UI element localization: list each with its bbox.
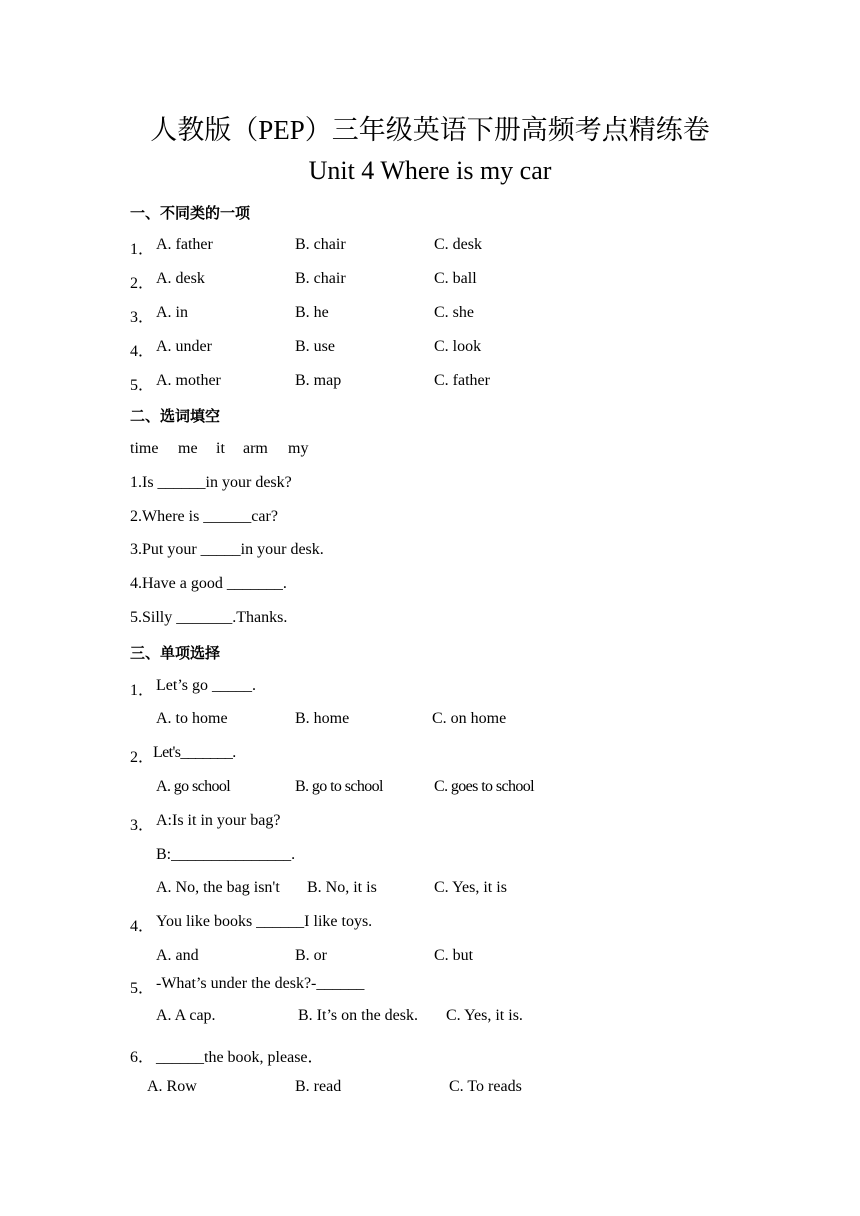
question-number: 3． — [130, 817, 155, 834]
option-b: B. It’s on the desk. — [298, 1007, 418, 1024]
question-stem: -What’s under the desk?-______ — [156, 975, 365, 992]
question-number: 1． — [130, 682, 155, 699]
option-b: B. chair — [295, 270, 346, 287]
option-c: C. look — [434, 338, 482, 355]
word-bank-item: arm — [243, 440, 268, 457]
question-stem: You like books ______I like toys. — [156, 913, 373, 930]
option-a: A. in — [156, 304, 188, 321]
option-b: B. or — [295, 947, 327, 964]
question-stem-answer: B:_______________. — [156, 846, 296, 863]
option-c: C. but — [434, 947, 474, 964]
section-heading-2: 二、选词填空 — [130, 407, 221, 425]
option-c: C. she — [434, 304, 474, 321]
word-bank-item: time — [130, 440, 159, 457]
page-subtitle: Unit 4 Where is my car — [308, 156, 552, 185]
option-a: A. mother — [156, 372, 221, 389]
option-a: A. No, the bag isn't — [156, 879, 280, 896]
fill-blank-sentence-1: 1.Is ______in your desk? — [130, 474, 292, 491]
question-stem: Let's_______. — [153, 744, 236, 761]
option-a: A. A cap. — [156, 1007, 216, 1024]
option-c: C. goes to school — [434, 778, 535, 795]
question-number: 2． — [130, 275, 155, 292]
fill-blank-sentence-3: 3.Put your _____in your desk. — [130, 541, 324, 558]
page-title: 人教版（PEP）三年级英语下册高频考点精练卷 — [150, 115, 710, 145]
section-heading-3: 三、单项选择 — [130, 644, 221, 662]
option-a: A. and — [156, 947, 199, 964]
option-b: B. read — [295, 1078, 342, 1095]
word-bank-item: it — [216, 440, 225, 457]
option-c: C. father — [434, 372, 490, 389]
option-c: C. ball — [434, 270, 477, 287]
option-b: B. home — [295, 710, 350, 727]
question-number: 2． — [130, 749, 155, 766]
question-stem: Let’s go _____. — [156, 677, 256, 694]
question-number: 5． — [130, 980, 155, 997]
word-bank-item: me — [178, 440, 198, 457]
fill-blank-sentence-4: 4.Have a good _______. — [130, 575, 287, 592]
option-b: B. use — [295, 338, 335, 355]
option-b: B. No, it is — [307, 879, 377, 896]
word-bank-item: my — [288, 440, 309, 457]
option-b: B. go to school — [295, 778, 383, 795]
question-stem: A:Is it in your bag? — [156, 812, 281, 829]
question-number: 4． — [130, 918, 155, 935]
question-number: 5． — [130, 377, 155, 394]
question-stem: ______the book, please． — [156, 1049, 324, 1066]
option-c: C. Yes, it is — [434, 879, 507, 896]
option-a: A. Row — [147, 1078, 197, 1095]
option-c: C. on home — [432, 710, 507, 727]
option-a: A. go school — [156, 778, 231, 795]
question-number: 4． — [130, 343, 155, 360]
option-a: A. father — [156, 236, 213, 253]
section-heading-1: 一、不同类的一项 — [130, 204, 251, 222]
option-a: A. to home — [156, 710, 228, 727]
option-c: C. Yes, it is. — [446, 1007, 523, 1024]
option-c: C. desk — [434, 236, 482, 253]
option-a: A. under — [156, 338, 212, 355]
option-b: B. chair — [295, 236, 346, 253]
question-number: 6． — [130, 1049, 155, 1066]
fill-blank-sentence-5: 5.Silly _______.Thanks. — [130, 609, 288, 626]
option-b: B. map — [295, 372, 342, 389]
fill-blank-sentence-2: 2.Where is ______car? — [130, 508, 278, 525]
question-number: 1． — [130, 241, 155, 258]
option-b: B. he — [295, 304, 329, 321]
option-c: C. To reads — [449, 1078, 522, 1095]
question-number: 3． — [130, 309, 155, 326]
option-a: A. desk — [156, 270, 205, 287]
